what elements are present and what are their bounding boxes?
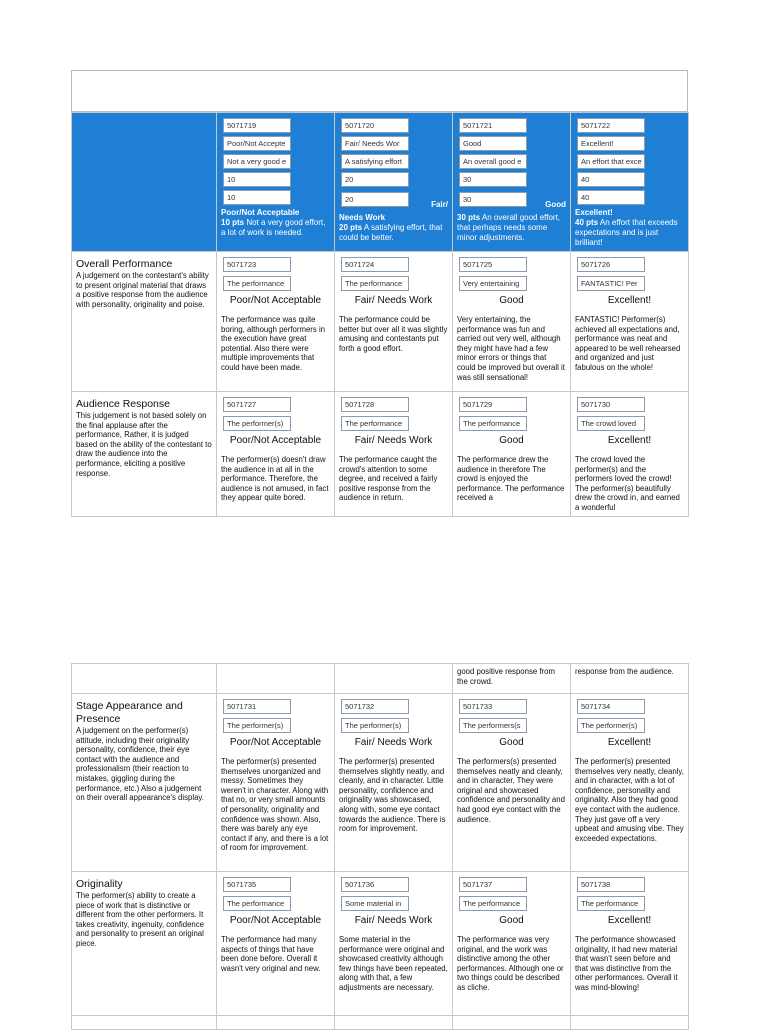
rating-text-input[interactable]: The performer(s) xyxy=(223,718,291,733)
level-points: 10 pts xyxy=(221,218,245,227)
level-title-input[interactable]: Good xyxy=(459,136,527,151)
rating-text-input[interactable]: The performance xyxy=(459,416,527,431)
rating-cell xyxy=(217,252,335,392)
rating-text-input[interactable]: The performance xyxy=(223,896,291,911)
level-desc: An overall good effort, that perhaps needs some minor adjustments. xyxy=(457,213,561,242)
rating-id-input[interactable]: 5071729 xyxy=(459,397,527,412)
criterion-cell xyxy=(72,252,217,392)
level-points: 20 pts xyxy=(339,223,363,232)
rating-desc: The performance could be better but over all it was slightly amusing and contestants put forth a good effort. xyxy=(339,315,448,353)
rating-level-name: Fair/ Needs Work xyxy=(354,295,433,306)
rating-cell xyxy=(453,1016,571,1030)
level-header-good xyxy=(453,113,571,252)
rubric-page-2 xyxy=(71,663,688,1030)
level-points-input[interactable]: 20 xyxy=(341,192,409,207)
level-desc-input[interactable]: An effort that exce xyxy=(577,154,645,169)
rating-level-name: Poor/Not Acceptable xyxy=(229,295,322,306)
criterion-cell xyxy=(72,392,217,517)
rating-cell xyxy=(571,694,689,872)
level-points-input[interactable]: 30 xyxy=(459,172,527,187)
rating-text-input[interactable]: The performer(s) xyxy=(223,416,291,431)
rating-cell xyxy=(335,252,453,392)
rating-cell xyxy=(335,1016,453,1030)
level-points-input[interactable]: 40 xyxy=(577,172,645,187)
rating-desc: The performer(s) presented themselves slightly neatly, and cleanly, and in character. Little personality, confidence and originality was showcased, along with, some eye contact towards the audience. There is room for improvement. xyxy=(339,757,446,834)
level-text xyxy=(221,208,330,238)
rating-id-input[interactable]: 5071736 xyxy=(341,877,409,892)
rating-text-input[interactable]: The performer(s) xyxy=(577,718,645,733)
rating-desc: Very entertaining, the performance was fun and carried out very well, although they might have had a few minor errors or things that could be improved but overall it was still sensational! xyxy=(457,315,565,382)
rating-desc: FANTASTIC! Performer(s) achieved all expectations and, performance was neat and appeared to be well rehearsed and organized and just fabulous on the whole! xyxy=(575,315,681,372)
rating-cell xyxy=(217,392,335,517)
level-text xyxy=(339,213,448,243)
rubric-title-box xyxy=(71,70,688,112)
criterion-title: Overall Performance xyxy=(76,258,173,270)
criterion-row-originality xyxy=(72,872,689,1016)
continuation-blank xyxy=(335,664,453,694)
level-desc-input[interactable]: An overall good e xyxy=(459,154,527,169)
level-text xyxy=(575,208,684,248)
rating-desc: The performance showcased originality, it had new material that wasn't seen before and that was distinctive from the other performances. Overall it was mind-blowing! xyxy=(575,935,678,992)
rating-level-name: Poor/Not Acceptable xyxy=(229,915,322,926)
rating-level-name: Fair/ Needs Work xyxy=(354,737,433,748)
level-id-input[interactable]: 5071719 xyxy=(223,118,291,133)
rating-id-input[interactable]: 5071728 xyxy=(341,397,409,412)
rating-level-name: Good xyxy=(499,737,524,748)
criterion-desc: A judgement on the contestant's ability to present original material that draws a positive response from the audience with personality, originality and poise. xyxy=(76,271,209,309)
criterion-cell xyxy=(72,872,217,1016)
rubric-page-1 xyxy=(71,112,688,517)
rating-text-input[interactable]: The performance xyxy=(577,896,645,911)
rating-text-input[interactable]: The performance xyxy=(459,896,527,911)
rating-desc: The performer(s) presented themselves very neatly, cleanly, and in character, with a lot of confidence, personality and originality. Also they had good eye contact with the audience. They just gave off a very upbeat and amusing vibe. They exceeded expectations. xyxy=(575,757,684,843)
criterion-title: Audience Response xyxy=(76,398,170,410)
level-points-input[interactable]: 10 xyxy=(223,172,291,187)
level-title-fragment: Fair/ xyxy=(431,200,448,209)
rating-cell xyxy=(217,1016,335,1030)
rating-desc: The performer(s) presented themselves unorganized and messy. Sometimes they weren't in character. Along with that no, or very small amounts of personality, originality and confidence was shown. Also, there was barely any eye contact if any, and there is a lot of room for improvement. xyxy=(221,757,329,853)
rating-level-name: Good xyxy=(499,295,524,306)
rating-desc: The performer(s) doesn't draw the audience in at all in the performance. Therefore, the audience is not amused, in fact they appear quite bored. xyxy=(221,455,329,503)
rating-text-input[interactable]: The performance xyxy=(223,276,291,291)
rating-cell xyxy=(571,252,689,392)
level-title-input[interactable]: Poor/Not Accepte xyxy=(223,136,291,151)
level-title-fragment: Good xyxy=(545,200,566,209)
level-points: 40 pts xyxy=(575,218,599,227)
rating-level-name: Excellent! xyxy=(607,737,652,748)
continuation-blank xyxy=(72,664,217,694)
rating-id-input[interactable]: 5071730 xyxy=(577,397,645,412)
rating-id-input[interactable]: 5071723 xyxy=(223,257,291,272)
rating-id-input[interactable]: 5071725 xyxy=(459,257,527,272)
criterion-cell xyxy=(72,1016,217,1030)
rating-cell xyxy=(217,872,335,1016)
rating-text-input[interactable]: Some material in xyxy=(341,896,409,911)
level-header-row xyxy=(72,113,689,252)
criterion-row-overall-performance xyxy=(72,252,689,392)
level-id-input[interactable]: 5071721 xyxy=(459,118,527,133)
level-points-row xyxy=(457,190,566,213)
level-points-row xyxy=(339,190,448,213)
rating-level-name: Good xyxy=(499,435,524,446)
rating-cell xyxy=(453,392,571,517)
header-corner xyxy=(72,113,217,252)
level-points-input[interactable]: 20 xyxy=(341,172,409,187)
rating-text-input[interactable]: The performance xyxy=(341,416,409,431)
level-header-poor xyxy=(217,113,335,252)
rating-cell xyxy=(335,392,453,517)
rating-level-name: Fair/ Needs Work xyxy=(354,435,433,446)
rating-text-input[interactable]: The performance xyxy=(341,276,409,291)
level-title: Excellent! xyxy=(575,208,613,217)
rating-cell xyxy=(335,872,453,1016)
rating-cell xyxy=(335,694,453,872)
criterion-title: Originality xyxy=(76,878,123,890)
level-title-input[interactable]: Excellent! xyxy=(577,136,645,151)
criterion-row-audience-response xyxy=(72,392,689,517)
level-points-input[interactable]: 10 xyxy=(223,190,291,205)
continuation-row xyxy=(72,664,689,694)
level-title: Poor/Not Acceptable xyxy=(221,208,300,217)
rating-text-input[interactable]: Very entertaining xyxy=(459,276,527,291)
criterion-row-cutoff xyxy=(72,1016,689,1030)
rating-level-name: Good xyxy=(499,915,524,926)
level-desc-input[interactable]: A satisfying effort xyxy=(341,154,409,169)
level-text xyxy=(457,213,566,243)
level-points-input[interactable]: 40 xyxy=(577,190,645,205)
level-points: 30 pts xyxy=(457,213,481,222)
rating-text-input[interactable]: FANTASTIC! Per xyxy=(577,276,645,291)
rating-desc: The performance had many aspects of things that have been done before. Overall it wasn't very original and new. xyxy=(221,935,321,973)
rating-cell xyxy=(453,694,571,872)
continuation-blank xyxy=(217,664,335,694)
level-id-input[interactable]: 5071722 xyxy=(577,118,645,133)
level-title-input[interactable]: Fair/ Needs Wor xyxy=(341,136,409,151)
rating-id-input[interactable]: 5071734 xyxy=(577,699,645,714)
rubric-table-page-2 xyxy=(71,663,689,1030)
level-desc-input[interactable]: Not a very good e xyxy=(223,154,291,169)
rating-cell xyxy=(571,1016,689,1030)
rating-level-name: Excellent! xyxy=(607,295,652,306)
rating-text-input[interactable]: The performer(s) xyxy=(341,718,409,733)
criterion-cell xyxy=(72,694,217,872)
rating-id-input[interactable]: 5071726 xyxy=(577,257,645,272)
level-header-fair xyxy=(335,113,453,252)
rating-level-name: Poor/Not Acceptable xyxy=(229,737,322,748)
rating-cell xyxy=(571,392,689,517)
level-desc: An effort that exceeds expectations and is just brilliant! xyxy=(575,218,678,247)
rating-level-name: Excellent! xyxy=(607,915,652,926)
rating-desc: Some material in the performance were original and showcased creativity although few things have been repeated, along with that, a few adjustments are necessary. xyxy=(339,935,448,992)
level-desc: Not a very good effort, a lot of work is needed. xyxy=(221,218,326,237)
level-title: Needs Work xyxy=(339,213,386,222)
rating-desc: The performers(s) presented themselves neatly and cleanly, and in character. They were original and showcased confidence and personality and had good eye contact with the audience. xyxy=(457,757,565,824)
rating-id-input[interactable]: 5071733 xyxy=(459,699,527,714)
rating-desc: The performance drew the audience in therefore The crowd is enjoyed the performance. The performance received a xyxy=(457,455,565,503)
rating-level-name: Fair/ Needs Work xyxy=(354,915,433,926)
continuation-text: good positive response from the crowd. xyxy=(453,664,571,694)
rating-id-input[interactable]: 5071724 xyxy=(341,257,409,272)
rating-text-input[interactable]: The crowd loved xyxy=(577,416,645,431)
rating-desc: The crowd loved the performer(s) and the performers loved the crowd! The performer(s) beautifully drew the crowd in, and earned a wonderful xyxy=(575,455,680,512)
rating-id-input[interactable]: 5071738 xyxy=(577,877,645,892)
rating-id-input[interactable]: 5071727 xyxy=(223,397,291,412)
rating-id-input[interactable]: 5071732 xyxy=(341,699,409,714)
rating-level-name: Poor/Not Acceptable xyxy=(229,435,322,446)
rating-cell xyxy=(571,872,689,1016)
rating-id-input[interactable]: 5071731 xyxy=(223,699,291,714)
level-header-excellent xyxy=(571,113,689,252)
rating-cell xyxy=(453,872,571,1016)
rating-id-input[interactable]: 5071735 xyxy=(223,877,291,892)
rating-text-input[interactable]: The performers(s xyxy=(459,718,527,733)
rating-desc: The performance caught the crowd's attention to some degree, and received a fairly positive response from the audience in return. xyxy=(339,455,438,503)
rating-level-name: Excellent! xyxy=(607,435,652,446)
rating-id-input[interactable]: 5071737 xyxy=(459,877,527,892)
rubric-table-page-1 xyxy=(71,112,689,517)
rating-cell xyxy=(453,252,571,392)
criterion-desc: The performer(s) ability to create a piece of work that is distinctive or different from the other performers. It takes creativity, ingenuity, confidence and personality to present an original piece. xyxy=(76,891,204,948)
criterion-row-stage-appearance xyxy=(72,694,689,872)
criterion-desc: A judgement on the performer(s) attitude, including their originality personality, confidence, their eye contact with the audience and professionalism (their reaction to mistakes, giggling during the performance, etc.) Also a judgement on their overall appearance's display. xyxy=(76,726,204,803)
rating-cell xyxy=(217,694,335,872)
rating-desc: The performance was very original, and the work was distinctive among the other performances. Although one or two things could be described as cliche. xyxy=(457,935,564,992)
rating-desc: The performance was quite boring, although performers in the execution have great potential. Also there were multiple improvements that could have been made. xyxy=(221,315,326,372)
level-points-input[interactable]: 30 xyxy=(459,192,527,207)
level-id-input[interactable]: 5071720 xyxy=(341,118,409,133)
level-desc: A satisfying effort, that could be better. xyxy=(339,223,443,242)
criterion-desc: This judgement is not based solely on the final applause after the performance, Rather, it is judged based on the ability of the contestant to draw the audience into the performance, eliciting a positive response. xyxy=(76,411,212,478)
continuation-text: response from the audience. xyxy=(571,664,689,694)
criterion-title: Stage Appearance and Presence xyxy=(76,700,183,725)
